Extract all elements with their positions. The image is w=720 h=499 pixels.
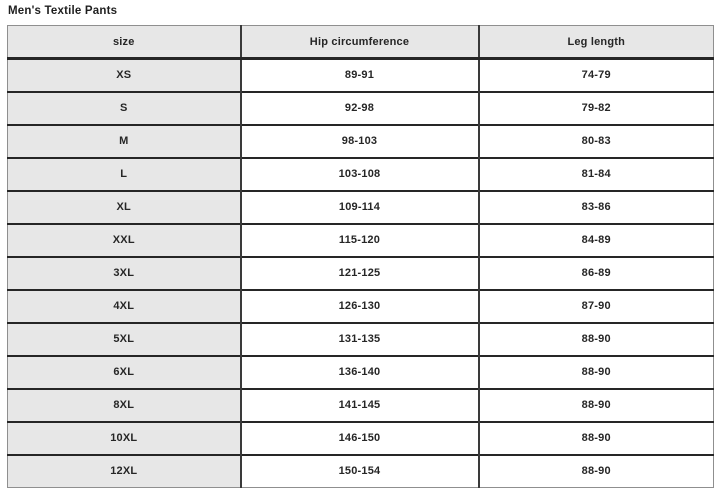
- hip-cell: 150-154: [241, 455, 479, 488]
- column-header-leg-length: Leg length: [479, 26, 714, 59]
- leg-cell: 81-84: [479, 158, 714, 191]
- size-cell: 10XL: [8, 422, 241, 455]
- size-chart-table: [7, 25, 714, 488]
- table-header: [8, 26, 714, 59]
- table-row: [8, 323, 714, 356]
- table-row: [8, 224, 714, 257]
- size-cell: 8XL: [8, 389, 241, 422]
- table-row: [8, 290, 714, 323]
- hip-cell: 103-108: [241, 158, 479, 191]
- hip-cell: 92-98: [241, 92, 479, 125]
- leg-cell: 88-90: [479, 356, 714, 389]
- size-cell: XXL: [8, 224, 241, 257]
- table-row: [8, 257, 714, 290]
- leg-cell: 84-89: [479, 224, 714, 257]
- size-cell: 12XL: [8, 455, 241, 488]
- leg-cell: 83-86: [479, 191, 714, 224]
- hip-cell: 109-114: [241, 191, 479, 224]
- size-cell: XS: [8, 59, 241, 92]
- table-row: [8, 455, 714, 488]
- page-title: Men's Textile Pants: [8, 5, 118, 17]
- table-row: [8, 92, 714, 125]
- hip-cell: 115-120: [241, 224, 479, 257]
- size-cell: 3XL: [8, 257, 241, 290]
- leg-cell: 88-90: [479, 323, 714, 356]
- table-row: [8, 158, 714, 191]
- hip-cell: 121-125: [241, 257, 479, 290]
- table-row: [8, 389, 714, 422]
- hip-cell: 136-140: [241, 356, 479, 389]
- leg-cell: 88-90: [479, 422, 714, 455]
- column-header-hip-circumference: Hip circumference: [241, 26, 479, 59]
- leg-cell: 86-89: [479, 257, 714, 290]
- size-cell: S: [8, 92, 241, 125]
- table-row: [8, 191, 714, 224]
- hip-cell: 131-135: [241, 323, 479, 356]
- table-body: [8, 59, 714, 488]
- column-header-size: size: [8, 26, 241, 59]
- size-cell: 4XL: [8, 290, 241, 323]
- table-row: [8, 422, 714, 455]
- leg-cell: 88-90: [479, 389, 714, 422]
- size-cell: XL: [8, 191, 241, 224]
- leg-cell: 87-90: [479, 290, 714, 323]
- hip-cell: 141-145: [241, 389, 479, 422]
- table-row: [8, 356, 714, 389]
- hip-cell: 89-91: [241, 59, 479, 92]
- hip-cell: 98-103: [241, 125, 479, 158]
- hip-cell: 146-150: [241, 422, 479, 455]
- hip-cell: 126-130: [241, 290, 479, 323]
- header-row: [8, 26, 714, 59]
- leg-cell: 74-79: [479, 59, 714, 92]
- size-cell: 6XL: [8, 356, 241, 389]
- table-row: [8, 125, 714, 158]
- leg-cell: 79-82: [479, 92, 714, 125]
- size-cell: L: [8, 158, 241, 191]
- size-cell: 5XL: [8, 323, 241, 356]
- size-cell: M: [8, 125, 241, 158]
- table-row: [8, 59, 714, 92]
- leg-cell: 80-83: [479, 125, 714, 158]
- leg-cell: 88-90: [479, 455, 714, 488]
